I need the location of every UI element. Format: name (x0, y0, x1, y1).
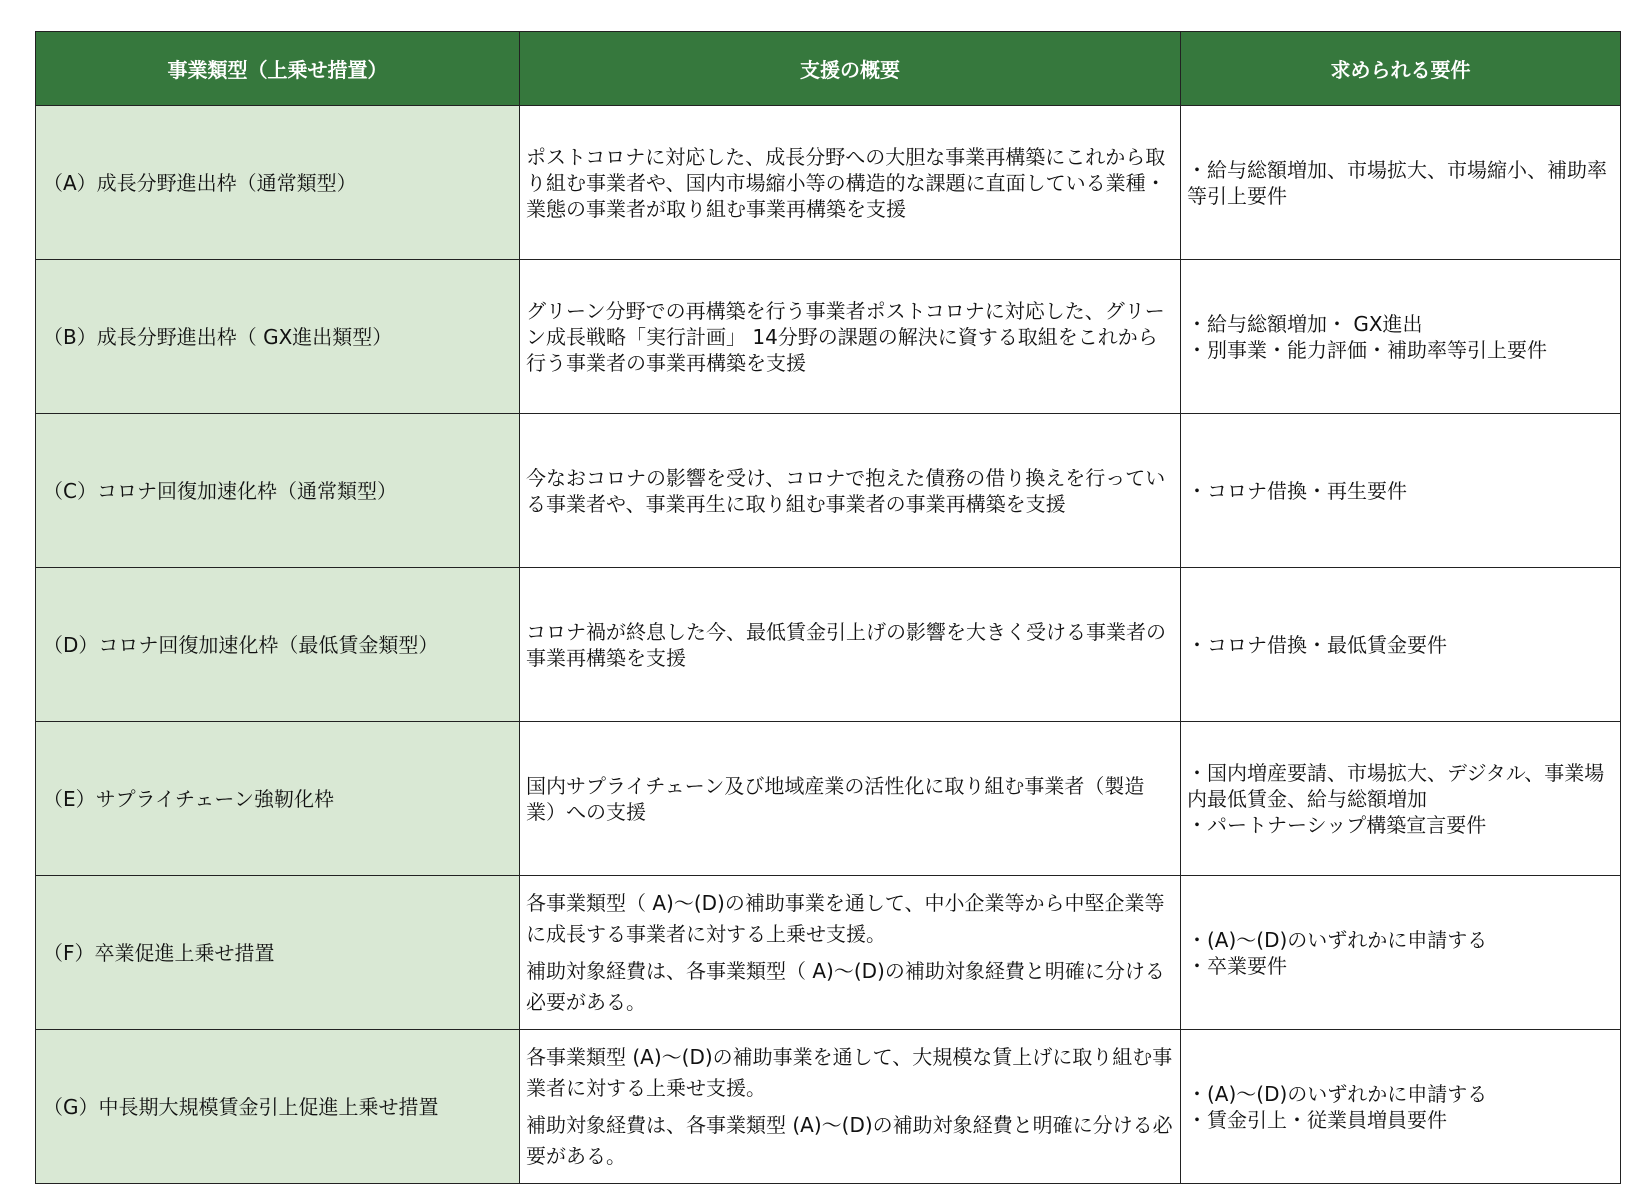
requirement-item: ・(A)～(D)のいずれかに申請する (1187, 927, 1488, 952)
requirement-item: ・パートナーシップ構築宣言要件 (1187, 812, 1487, 837)
requirement-item: ・給与総額増加・ GX進出 (1187, 311, 1423, 336)
summary-paragraph: 補助対象経費は、各事業類型 (A)～(D)の補助対象経費と明確に分ける必要がある。 (526, 1112, 1173, 1168)
table-row (36, 722, 1621, 876)
support-summary-cell (520, 414, 1181, 568)
requirement-item: ・別事業・能力評価・補助率等引上要件 (1187, 337, 1547, 362)
requirement-item: ・卒業要件 (1187, 953, 1287, 978)
business-type-cell: （E）サプライチェーン強靭化枠 (36, 722, 520, 876)
requirement-item: ・コロナ借換・再生要件 (1187, 478, 1407, 503)
header-business-type: 事業類型（上乗せ措置） (36, 32, 520, 106)
support-summary-cell (520, 876, 1181, 1030)
business-type-cell: （A）成長分野進出枠（通常類型） (36, 106, 520, 260)
summary-paragraph: 今なおコロナの影響を受け、コロナで抱えた債務の借り換えを行っている事業者や、事業再生に取り組む事業者の事業再構築を支援 (526, 465, 1166, 516)
header-support-summary: 支援の概要 (520, 32, 1181, 106)
table-row (36, 106, 1621, 260)
summary-paragraph: 国内サプライチェーン及び地域産業の活性化に取り組む事業者（製造業）への支援 (526, 773, 1145, 824)
subsidy-types-table (35, 31, 1621, 1184)
table-header (36, 32, 1621, 106)
summary-paragraph: コロナ禍が終息した今、最低賃金引上げの影響を大きく受ける事業者の事業再構築を支援 (526, 619, 1166, 670)
requirement-item: ・コロナ借換・最低賃金要件 (1187, 632, 1447, 657)
table-body (36, 106, 1621, 1184)
summary-paragraph: ポストコロナに対応した、成長分野への大胆な事業再構築にこれから取り組む事業者や、国内市場縮小等の構造的な課題に直面している業種・業態の事業者が取り組む事業再構築を支援 (526, 144, 1166, 221)
summary-paragraph: 各事業類型 (A)～(D)の補助事業を通して、大規模な賃上げに取り組む事業者に対する上乗せ支援。 (526, 1044, 1173, 1100)
requirements-cell (1181, 876, 1621, 1030)
table-row (36, 260, 1621, 414)
support-summary-cell (520, 260, 1181, 414)
requirement-item: ・(A)～(D)のいずれかに申請する (1187, 1081, 1488, 1106)
business-type-cell: （D）コロナ回復加速化枠（最低賃金類型） (36, 568, 520, 722)
business-type-cell: （C）コロナ回復加速化枠（通常類型） (36, 414, 520, 568)
support-summary-cell (520, 722, 1181, 876)
table-row (36, 414, 1621, 568)
table-row (36, 876, 1621, 1030)
support-summary-cell (520, 1030, 1181, 1184)
requirement-item: ・給与総額増加、市場拡大、市場縮小、補助率等引上要件 (1187, 157, 1607, 208)
summary-paragraph: 各事業類型（ A)～(D)の補助事業を通して、中小企業等から中堅企業等に成長する事業者に対する上乗せ支援。 (526, 890, 1165, 946)
requirements-cell (1181, 260, 1621, 414)
table-row (36, 568, 1621, 722)
summary-paragraph: 補助対象経費は、各事業類型（ A)～(D)の補助対象経費と明確に分ける必要がある。 (526, 958, 1165, 1014)
support-summary-cell (520, 568, 1181, 722)
requirements-cell (1181, 568, 1621, 722)
support-summary-cell (520, 106, 1181, 260)
requirement-item: ・国内増産要請、市場拡大、デジタル、事業場内最低賃金、給与総額増加 (1187, 760, 1605, 811)
table-row (36, 1030, 1621, 1184)
requirements-cell (1181, 414, 1621, 568)
summary-paragraph: グリーン分野での再構築を行う事業者ポストコロナに対応した、グリーン成長戦略「実行計画」 14分野の課題の解決に資する取組をこれから行う事業者の事業再構築を支援 (526, 298, 1165, 375)
requirements-cell (1181, 1030, 1621, 1184)
business-type-cell: （F）卒業促進上乗せ措置 (36, 876, 520, 1030)
business-type-cell: （B）成長分野進出枠（ GX進出類型） (36, 260, 520, 414)
header-requirements: 求められる要件 (1181, 32, 1621, 106)
header-row (36, 32, 1621, 106)
requirement-item: ・賃金引上・従業員増員要件 (1187, 1107, 1447, 1132)
business-type-cell: （G）中長期大規模賃金引上促進上乗せ措置 (36, 1030, 520, 1184)
requirements-cell (1181, 106, 1621, 260)
requirements-cell (1181, 722, 1621, 876)
